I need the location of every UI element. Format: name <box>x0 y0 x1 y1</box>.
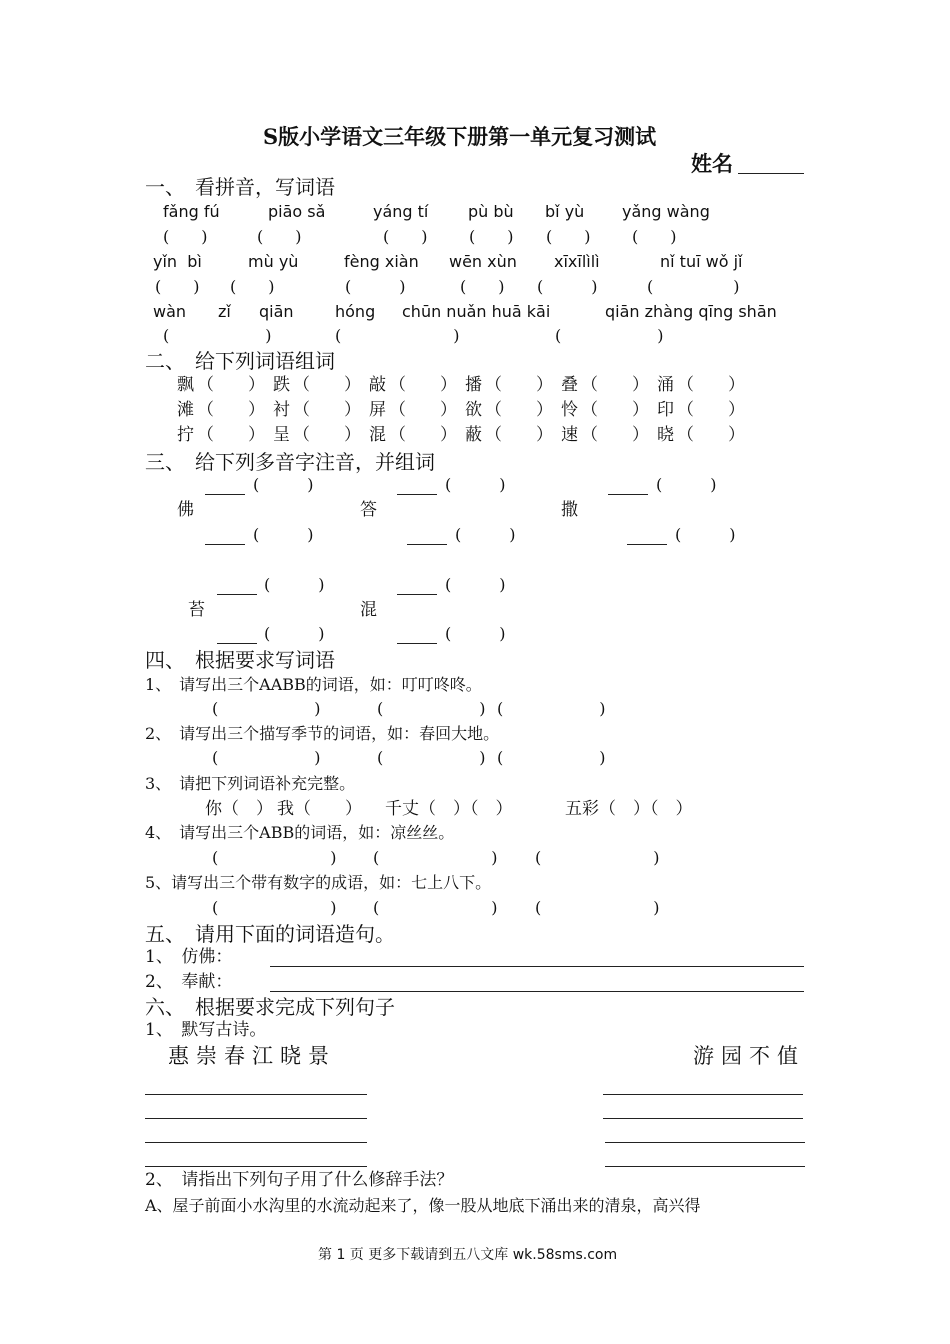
sentence-item-2: 2、 奉献： <box>145 972 233 992</box>
answer-parens[interactable]: ( ) <box>155 277 200 296</box>
poem-title-1: 惠崇春江晓景 <box>168 1044 336 1068</box>
group-char: 混 <box>369 425 386 445</box>
polyphone-char: 混 <box>360 600 377 620</box>
answer-parens[interactable]: ( ) <box>212 848 337 867</box>
answer-parens[interactable]: ( ) <box>253 525 314 544</box>
answer-parens[interactable]: ( ) <box>675 525 736 544</box>
answer-parens[interactable]: ( ) <box>535 898 660 917</box>
poem-line-blank[interactable] <box>145 1118 367 1119</box>
page-footer: 第 1 页 更多下载请到五八文库 wk.58sms.com <box>318 1247 618 1263</box>
answer-parens[interactable]: ( ) <box>377 748 486 767</box>
answer-parens[interactable]: ( ) <box>632 227 677 246</box>
answer-parens[interactable]: ( ) <box>373 848 498 867</box>
group-char: 屏 <box>369 400 386 420</box>
pinyin-blank[interactable] <box>205 494 245 495</box>
group-char: 拧 <box>177 425 194 445</box>
answer-parens[interactable]: （ ） <box>677 375 745 395</box>
group-char: 印 <box>657 400 674 420</box>
poem-line-blank[interactable] <box>605 1142 805 1143</box>
section-2-heading: 二、 给下列词语组词 <box>145 349 335 373</box>
answer-parens[interactable]: ( ) <box>212 699 321 718</box>
sentence-item-1: 1、 仿佛： <box>145 947 233 967</box>
sentence-blank-2[interactable] <box>270 991 804 992</box>
poem-line-blank[interactable] <box>145 1142 367 1143</box>
question-4-3: 3、 请把下列词语补充完整。 <box>145 774 356 793</box>
poem-line-blank[interactable] <box>145 1094 367 1095</box>
pinyin-blank[interactable] <box>397 494 437 495</box>
answer-parens[interactable]: （ ） <box>485 400 553 420</box>
answer-parens[interactable]: ( ) <box>383 227 428 246</box>
pinyin-item: chūn nuǎn huā kāi <box>402 302 551 321</box>
pinyin-item: fèng xiàn <box>344 252 419 271</box>
section-1-heading: 一、 看拼音，写词语 <box>145 175 335 199</box>
poem-line-blank[interactable] <box>603 1118 803 1119</box>
group-char: 衬 <box>273 400 290 420</box>
pinyin-item: qiān zhàng qīng shān <box>605 302 777 321</box>
section-4-heading: 四、 根据要求写词语 <box>145 648 335 672</box>
pinyin-item: piāo sǎ <box>268 202 326 221</box>
group-char: 呈 <box>273 425 290 445</box>
answer-parens[interactable]: （ ） <box>294 799 362 819</box>
polyphone-char: 佛 <box>177 500 194 520</box>
pinyin-item: hóng <box>335 302 376 321</box>
group-char: 飘 <box>177 375 194 395</box>
answer-parens[interactable]: ( ) <box>656 475 717 494</box>
answer-parens[interactable]: ( ) <box>555 326 664 345</box>
pinyin-item: qiān <box>259 302 294 321</box>
group-char: 晓 <box>657 425 674 445</box>
answer-parens[interactable]: ( ) <box>253 475 314 494</box>
pinyin-blank[interactable] <box>397 643 437 644</box>
answer-parens[interactable]: （ ）（ ） <box>599 799 693 819</box>
pinyin-item: fǎng fú <box>163 202 220 221</box>
answer-parens[interactable]: （ ） <box>485 425 553 445</box>
poem-line-blank[interactable] <box>605 1166 805 1167</box>
group-char: 欲 <box>465 400 482 420</box>
answer-parens[interactable]: （ ） <box>293 400 361 420</box>
answer-parens[interactable]: （ ） <box>293 425 361 445</box>
pinyin-blank[interactable] <box>217 643 257 644</box>
question-4-1: 1、 请写出三个AABB的词语，如：叮叮咚咚。 <box>145 675 482 694</box>
answer-parens[interactable]: ( ) <box>497 748 606 767</box>
pinyin-item: yǎng wàng <box>622 202 710 221</box>
answer-parens[interactable]: ( ) <box>537 277 598 296</box>
answer-parens[interactable]: （ ） <box>222 799 273 819</box>
answer-parens[interactable]: ( ) <box>460 277 505 296</box>
answer-parens[interactable]: ( ) <box>445 475 506 494</box>
complete-item: 我 <box>277 799 294 819</box>
group-char: 蔽 <box>465 425 482 445</box>
answer-parens[interactable]: （ ） <box>197 400 265 420</box>
answer-parens[interactable]: （ ） <box>581 425 649 445</box>
answer-parens[interactable]: ( ) <box>230 277 275 296</box>
answer-parens[interactable]: （ ） <box>581 375 649 395</box>
answer-parens[interactable]: （ ） <box>677 425 745 445</box>
pinyin-item: nǐ tuī wǒ jǐ <box>660 252 743 271</box>
answer-parens[interactable]: （ ）（ ） <box>419 799 513 819</box>
group-char: 敲 <box>369 375 386 395</box>
answer-parens[interactable]: （ ） <box>293 375 361 395</box>
answer-parens[interactable]: （ ） <box>389 400 457 420</box>
answer-parens[interactable]: （ ） <box>389 425 457 445</box>
section-6-heading: 六、 根据要求完成下列句子 <box>145 995 395 1019</box>
pinyin-item: mù yù <box>248 252 299 271</box>
answer-parens[interactable]: ( ) <box>163 227 208 246</box>
answer-parens[interactable]: （ ） <box>581 400 649 420</box>
answer-parens[interactable]: ( ) <box>163 326 272 345</box>
polyphone-char: 答 <box>360 500 377 520</box>
answer-parens[interactable]: （ ） <box>677 400 745 420</box>
section-5-heading: 五、 请用下面的词语造句。 <box>145 922 395 946</box>
answer-parens[interactable]: ( ) <box>345 277 406 296</box>
group-char: 播 <box>465 375 482 395</box>
name-label: 姓名 <box>691 151 733 176</box>
pinyin-blank[interactable] <box>397 594 437 595</box>
answer-parens[interactable]: ( ) <box>377 699 486 718</box>
pinyin-blank[interactable] <box>217 594 257 595</box>
polyphone-char: 苔 <box>188 600 205 620</box>
pinyin-item: yáng tí <box>373 202 429 221</box>
answer-parens[interactable]: ( ) <box>497 699 606 718</box>
group-char: 速 <box>561 425 578 445</box>
answer-parens[interactable]: ( ) <box>546 227 591 246</box>
answer-parens[interactable]: ( ) <box>212 748 321 767</box>
pinyin-item: yǐn bì <box>153 252 202 271</box>
answer-parens[interactable]: ( ) <box>445 575 506 594</box>
answer-parens[interactable]: ( ) <box>264 624 325 643</box>
pinyin-blank[interactable] <box>205 544 245 545</box>
pinyin-blank[interactable] <box>407 544 447 545</box>
pinyin-blank[interactable] <box>608 494 648 495</box>
complete-item: 千丈 <box>385 799 419 819</box>
answer-parens[interactable]: （ ） <box>197 375 265 395</box>
answer-parens[interactable]: （ ） <box>389 375 457 395</box>
answer-parens[interactable]: ( ) <box>445 624 506 643</box>
group-char: 叠 <box>561 375 578 395</box>
question-6-2: 2、 请指出下列句子用了什么修辞手法？ <box>145 1170 454 1190</box>
name-blank[interactable] <box>738 173 804 174</box>
answer-parens[interactable]: ( ) <box>535 848 660 867</box>
pinyin-item: pù bù <box>468 202 514 221</box>
group-char: 怜 <box>561 400 578 420</box>
group-char: 涌 <box>657 375 674 395</box>
section-3-heading: 三、 给下列多音字注音，并组词 <box>145 450 435 474</box>
pinyin-item: wēn xùn <box>449 252 517 271</box>
pinyin-item: wàn <box>153 302 187 321</box>
answer-parens[interactable]: ( ) <box>647 277 740 296</box>
answer-parens[interactable]: ( ) <box>373 898 498 917</box>
answer-parens[interactable]: （ ） <box>485 375 553 395</box>
question-6-1: 1、 默写古诗。 <box>145 1020 267 1040</box>
answer-parens[interactable]: ( ) <box>469 227 514 246</box>
sentence-blank-1[interactable] <box>270 966 804 967</box>
complete-item: 你 <box>205 799 222 819</box>
poem-line-blank[interactable] <box>145 1166 367 1167</box>
sentence-a: A、屋子前面小水沟里的水流动起来了，像一股从地底下涌出来的清泉，高兴得 <box>145 1196 701 1215</box>
pinyin-item: xīxīlìlì <box>554 252 600 271</box>
group-char: 滩 <box>177 400 194 420</box>
question-4-4: 4、 请写出三个ABB的词语，如：凉丝丝。 <box>145 823 455 842</box>
complete-item: 五彩 <box>565 799 599 819</box>
pinyin-blank[interactable] <box>627 544 667 545</box>
answer-parens[interactable]: ( ) <box>455 525 516 544</box>
answer-parens[interactable]: ( ) <box>335 326 460 345</box>
page-title: S版小学语文三年级下册第一单元复习测试 <box>263 124 657 149</box>
pinyin-item: bǐ yù <box>545 202 585 221</box>
answer-parens[interactable]: ( ) <box>264 575 325 594</box>
question-4-5: 5、请写出三个带有数字的成语，如：七上八下。 <box>145 873 492 892</box>
pinyin-item: zǐ <box>218 302 231 321</box>
group-char: 跌 <box>273 375 290 395</box>
answer-parens[interactable]: （ ） <box>197 425 265 445</box>
polyphone-char: 撒 <box>561 500 578 520</box>
answer-parens[interactable]: ( ) <box>212 898 337 917</box>
question-4-2: 2、 请写出三个描写季节的词语，如：春回大地。 <box>145 724 500 743</box>
answer-parens[interactable]: ( ) <box>257 227 302 246</box>
poem-title-2: 游园不值 <box>693 1044 805 1068</box>
poem-line-blank[interactable] <box>603 1094 803 1095</box>
